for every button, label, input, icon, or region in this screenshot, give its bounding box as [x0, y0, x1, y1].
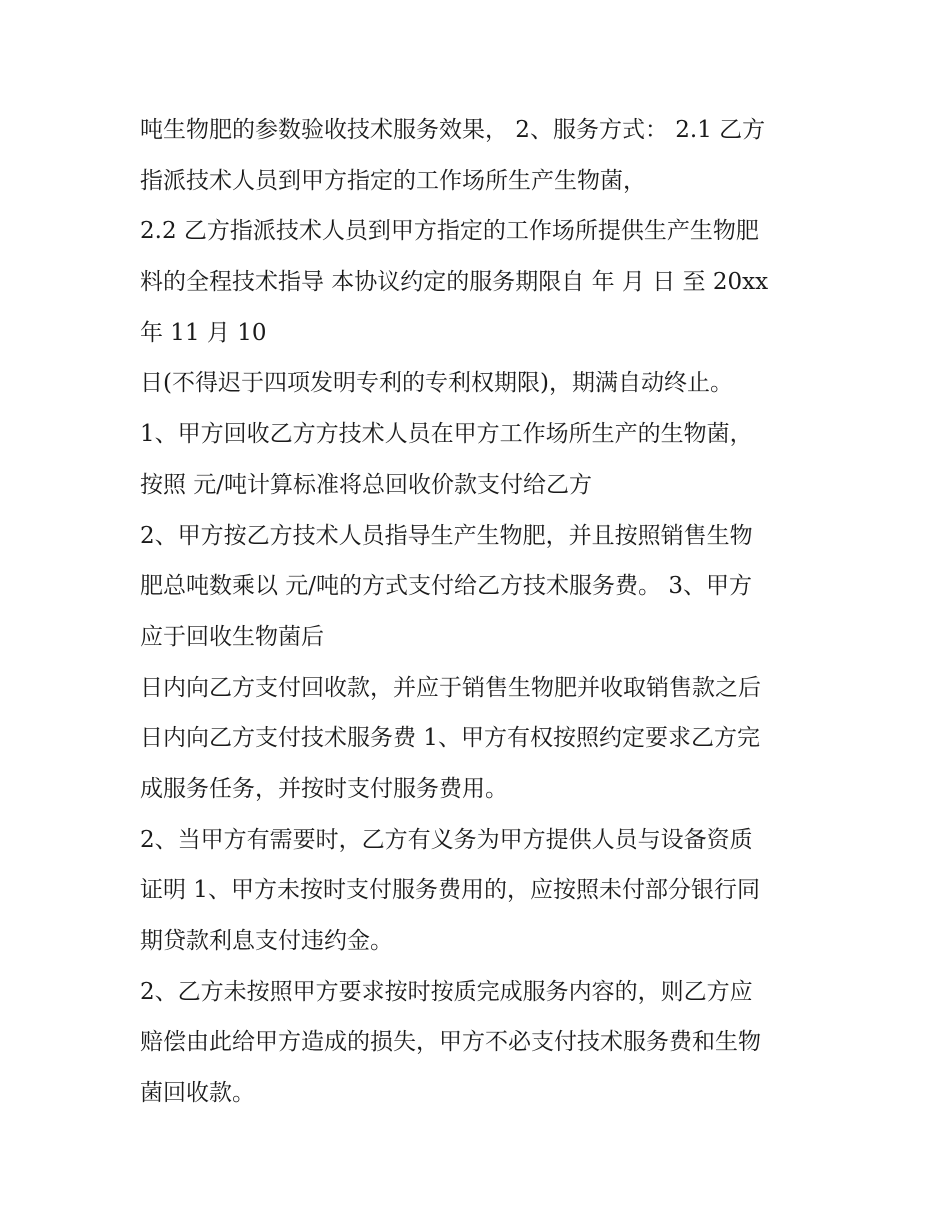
- text-line-20: 菌回收款。: [140, 1080, 255, 1107]
- document-body: [140, 105, 830, 1119]
- text-line-14: 成服务任务，并按时支付服务费用。: [140, 775, 508, 802]
- text-line-19: 赔偿由此给甲方造成的损失，甲方不必支付技术服务费和生物: [140, 1029, 761, 1056]
- text-line-4: 料的全程技术指导 本协议约定的服务期限自 年 月 日 至 20xx: [140, 269, 769, 296]
- text-line-13: 日内向乙方支付技术服务费 1、甲方有权按照约定要求乙方完: [140, 725, 760, 752]
- text-line-16: 证明 1、甲方未按时支付服务费用的，应按照未付部分银行同: [140, 877, 760, 904]
- text-line-2: 指派技术人员到甲方指定的工作场所生产生物菌，: [140, 167, 646, 194]
- text-line-17: 期贷款利息支付违约金。: [140, 928, 393, 954]
- text-line-5: 年 11 月 10: [140, 319, 267, 346]
- text-line-6: 日(不得迟于四项发明专利的专利权期限)，期满自动终止。: [140, 370, 733, 397]
- text-line-1: 吨生物肥的参数验收技术服务效果， 2、服务方式： 2.1 乙方: [140, 117, 766, 143]
- text-line-11: 应于回收生物菌后: [140, 623, 324, 650]
- text-line-12: 日内向乙方支付回收款，并应于销售生物肥并收取销售款之后: [140, 674, 761, 701]
- text-line-3: 2.2 乙方指派技术人员到甲方指定的工作场所提供生产生物肥: [140, 218, 759, 245]
- text-line-7: 1、甲方回收乙方方技术人员在甲方工作场所生产的生物菌，: [140, 421, 753, 448]
- text-line-15: 2、当甲方有需要时，乙方有义务为甲方提供人员与设备资质: [140, 826, 753, 853]
- text-line-10: 肥总吨数乘以 元/吨的方式支付给乙方技术服务费。 3、甲方: [140, 573, 753, 600]
- text-line-18: 2、乙方未按照甲方要求按时按质完成服务内容的，则乙方应: [140, 978, 753, 1005]
- text-line-9: 2、甲方按乙方技术人员指导生产生物肥，并且按照销售生物: [140, 522, 753, 549]
- text-line-8: 按照 元/吨计算标准将总回收价款支付给乙方: [140, 471, 593, 498]
